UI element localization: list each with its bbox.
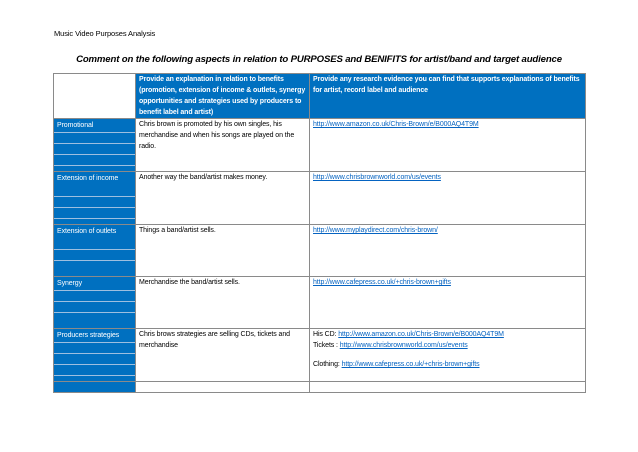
- row-label: Extension of income: [57, 175, 119, 182]
- explanation-cell: Another way the band/artist makes money.: [136, 172, 310, 225]
- evidence-spacer: [313, 351, 582, 359]
- empty-cell: [136, 382, 310, 393]
- evidence-prefix: Tickets :: [313, 342, 340, 349]
- evidence-link[interactable]: http://www.amazon.co.uk/Chris-Brown/e/B000AQ4T9M: [338, 331, 504, 338]
- evidence-link[interactable]: http://www.myplaydirect.com/chris-brown/: [313, 227, 438, 234]
- explanation-cell: Chris brown is promoted by his own singles, his merchandise and when his songs are played on the radio.: [136, 119, 310, 172]
- row-label-cell: [54, 172, 136, 225]
- evidence-line: [313, 329, 582, 340]
- evidence-line: [313, 359, 582, 370]
- header-blank-cell: [54, 74, 136, 119]
- table-row-promotional: [54, 119, 586, 172]
- evidence-prefix: His CD:: [313, 331, 339, 338]
- table-empty-row: [54, 382, 586, 393]
- evidence-link[interactable]: http://www.cafepress.co.uk/+chris-brown+gifts: [341, 361, 480, 368]
- column-header-explanation: Provide an explanation in relation to benefits (promotion, extension of income & outlets, synergy opportunities and strategies used by producers to benefit label and artist): [136, 74, 310, 119]
- row-label-cell: [54, 329, 136, 382]
- evidence-link[interactable]: http://www.amazon.co.uk/Chris-Brown/e/B000AQ4T9M: [313, 121, 479, 128]
- empty-cell: [310, 382, 586, 393]
- table-row-extension-of-income: [54, 172, 586, 225]
- document-header: Music Video Purposes Analysis: [54, 29, 156, 38]
- purposes-table: [53, 73, 586, 393]
- evidence-link[interactable]: http://www.chrisbrownworld.com/us/events: [339, 342, 468, 349]
- table-header-row: [54, 74, 586, 119]
- evidence-cell: [310, 277, 586, 329]
- explanation-cell: Things a band/artist sells.: [136, 225, 310, 277]
- row-label: Extension of outlets: [57, 228, 117, 235]
- table-row-producers-strategies: [54, 329, 586, 382]
- explanation-cell: Merchandise the band/artist sells.: [136, 277, 310, 329]
- table-row-extension-of-outlets: [54, 225, 586, 277]
- row-label: Producers strategies: [57, 332, 120, 339]
- row-label-cell: [54, 119, 136, 172]
- row-label: Synergy: [57, 280, 82, 287]
- table-row-synergy: [54, 277, 586, 329]
- evidence-cell: [310, 329, 586, 382]
- evidence-cell: [310, 172, 586, 225]
- row-label-cell: [54, 225, 136, 277]
- evidence-prefix: Clothing:: [313, 361, 342, 368]
- evidence-cell: [310, 119, 586, 172]
- evidence-cell: [310, 225, 586, 277]
- evidence-link[interactable]: http://www.cafepress.co.uk/+chris-brown+gifts: [313, 279, 451, 286]
- explanation-cell: Chris brows strategies are selling CDs, tickets and merchandise: [136, 329, 310, 382]
- row-label-cell: [54, 382, 136, 393]
- document-title: Comment on the following aspects in relation to PURPOSES and BENIFITS for artist/band and target audience: [76, 54, 562, 65]
- row-label-cell: [54, 277, 136, 329]
- evidence-link[interactable]: http://www.chrisbrownworld.com/us/events: [313, 174, 441, 181]
- column-header-evidence: Provide any research evidence you can find that supports explanations of benefits for artist, record label and audience: [310, 74, 586, 119]
- row-label: Promotional: [57, 122, 94, 129]
- evidence-line: [313, 340, 582, 351]
